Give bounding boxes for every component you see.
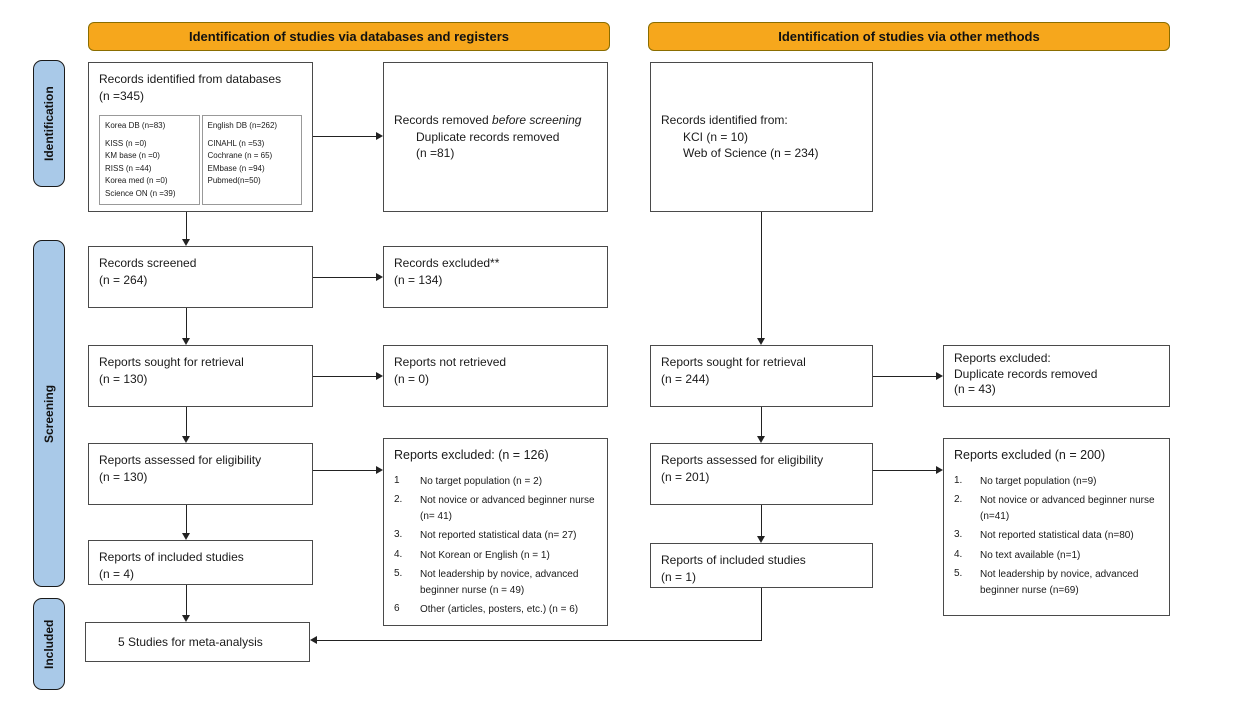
korean-db-title: Korea DB (n=83) xyxy=(105,120,166,130)
arrow-head-right-icon xyxy=(376,273,383,281)
english-db-item: Pubmed(n=50) xyxy=(207,176,261,186)
box-title xyxy=(394,112,597,129)
box-title: Reports excluded (n = 200) xyxy=(954,448,1106,462)
arrow-head-down-icon xyxy=(757,536,765,543)
exclusion-reason xyxy=(394,474,597,490)
box-line: Web of Science (n = 234) xyxy=(683,146,819,161)
arrow-head-down-icon xyxy=(757,436,765,443)
reason-text: Not novice or advanced beginner nurse (n=41) xyxy=(980,495,1155,522)
arrow-head-right-icon xyxy=(936,466,943,474)
arrow-head-down-icon xyxy=(182,615,190,622)
box-count: (n = 43) xyxy=(954,382,996,397)
exclusion-reason xyxy=(394,567,597,598)
stage-label-identification: Identification xyxy=(33,60,65,187)
box-title: Records screened xyxy=(99,256,197,270)
box-records-identified-other xyxy=(650,62,873,212)
korean-db-item: Science ON (n =39) xyxy=(105,188,176,198)
box-line: KCI (n = 10) xyxy=(683,129,749,144)
reason-text: No target population (n=9) xyxy=(980,475,1097,487)
reason-number: 3. xyxy=(954,529,963,540)
arrow-head-right-icon xyxy=(376,132,383,140)
box-title: Reports assessed for eligibility xyxy=(99,453,262,467)
box-records-excluded xyxy=(383,246,608,308)
box-title: 5 Studies for meta-analysis xyxy=(118,634,263,649)
arrow-line xyxy=(761,407,762,436)
box-records-screened xyxy=(88,246,313,308)
box-count: (n = 1) xyxy=(661,569,697,584)
arrow-head-right-icon xyxy=(936,372,943,380)
reason-text: Not leadership by novice, advanced beginner nurse (n=69) xyxy=(980,569,1139,596)
exclusion-reason xyxy=(954,493,1159,524)
reason-number: 6 xyxy=(394,603,400,614)
exclusion-reason xyxy=(954,528,1159,544)
reason-number: 4. xyxy=(954,548,963,560)
arrow-line xyxy=(873,470,936,471)
box-studies-meta-analysis xyxy=(85,622,310,662)
box-title: Reports excluded: (n = 126) xyxy=(394,448,549,462)
box-reports-included-db xyxy=(88,540,313,585)
reason-text: Not reported statistical data (n=80) xyxy=(980,530,1134,541)
arrow-line xyxy=(313,277,376,278)
english-db-item: CINAHL (n =53) xyxy=(207,138,265,148)
box-reports-excluded-eligibility-other xyxy=(943,438,1170,616)
arrow-line xyxy=(186,585,187,615)
reason-number: 1 xyxy=(394,474,400,486)
box-count: (n = 201) xyxy=(661,469,710,484)
stage-label-included: Included xyxy=(33,598,65,690)
title-text: Records removed xyxy=(394,112,493,127)
box-title: Records identified from databases xyxy=(99,72,282,86)
reason-number: 2. xyxy=(394,494,403,505)
box-count: (n = 130) xyxy=(99,371,148,386)
reason-text: Not leadership by novice, advanced beginner nurse (n = 49) xyxy=(420,569,579,596)
arrow-line xyxy=(313,136,376,137)
box-count: (n = 0) xyxy=(394,371,430,386)
box-title: Reports assessed for eligibility xyxy=(661,453,824,467)
reason-number: 5. xyxy=(954,568,963,579)
box-count: (n =81) xyxy=(416,146,455,161)
english-db-title: English DB (n=262) xyxy=(207,120,278,130)
arrow-line xyxy=(186,212,187,239)
english-db-item: EMbase (n =94) xyxy=(207,163,265,173)
exclusion-reason xyxy=(394,528,597,544)
exclusion-reason xyxy=(394,493,597,524)
box-title: Reports of included studies xyxy=(661,553,806,567)
arrow-line xyxy=(313,376,376,377)
box-title: Records excluded** xyxy=(394,256,500,270)
reason-number: 2. xyxy=(954,494,963,505)
reason-text: Not reported statistical data (n= 27) xyxy=(420,530,577,541)
arrow-head-right-icon xyxy=(376,466,383,474)
arrow-head-right-icon xyxy=(376,372,383,380)
arrow-line xyxy=(186,505,187,533)
box-reports-sought-retrieval-other xyxy=(650,345,873,407)
exclusion-reason xyxy=(954,548,1159,564)
reason-text: No target population (n = 2) xyxy=(420,475,543,487)
database-breakdown xyxy=(99,115,302,205)
reason-text: Other (articles, posters, etc.) (n = 6) xyxy=(420,604,579,615)
box-count: (n = 130) xyxy=(99,469,148,484)
arrow-line xyxy=(186,308,187,338)
header-databases-registers: Identification of studies via databases and registers xyxy=(88,22,610,51)
box-line: Duplicate records removed xyxy=(954,366,1098,381)
box-count: (n = 4) xyxy=(99,566,135,581)
exclusion-reason xyxy=(954,474,1159,490)
exclusion-reason xyxy=(394,548,597,564)
reason-number: 5. xyxy=(394,568,403,579)
stage-label-screening: Screening xyxy=(33,240,65,587)
english-db-list xyxy=(202,115,303,205)
arrow-head-down-icon xyxy=(182,533,190,540)
box-title: Reports sought for retrieval xyxy=(99,355,244,369)
exclusion-reason xyxy=(954,567,1159,598)
box-count: (n = 134) xyxy=(394,272,443,287)
reason-text: Not Korean or English (n = 1) xyxy=(420,549,550,561)
box-reports-excluded-duplicates-other xyxy=(943,345,1170,407)
box-reports-assessed-other xyxy=(650,443,873,505)
reason-number: 4. xyxy=(394,548,403,560)
box-reports-not-retrieved xyxy=(383,345,608,407)
arrow-line xyxy=(313,470,376,471)
title-italic: before screening xyxy=(492,112,582,127)
box-title: Reports of included studies xyxy=(99,550,244,564)
arrow-head-down-icon xyxy=(182,239,190,246)
korean-db-item: KISS (n =0) xyxy=(105,138,147,148)
box-count: (n = 264) xyxy=(99,272,148,287)
box-reports-excluded-eligibility-db xyxy=(383,438,608,626)
box-line: Duplicate records removed xyxy=(416,129,560,144)
box-title: Reports excluded: xyxy=(954,351,1051,365)
box-title: Reports not retrieved xyxy=(394,355,507,369)
reason-number: 1. xyxy=(954,474,963,486)
box-title: Records identified from: xyxy=(661,112,788,127)
english-db-item: Cochrane (n = 65) xyxy=(207,151,273,161)
box-reports-assessed-db xyxy=(88,443,313,505)
box-count: (n =345) xyxy=(99,88,145,103)
arrow-line xyxy=(317,640,762,641)
arrow-head-down-icon xyxy=(757,338,765,345)
box-records-identified-databases xyxy=(88,62,313,212)
reason-text: Not novice or advanced beginner nurse (n= 41) xyxy=(420,495,595,522)
korean-db-item: KM base (n =0) xyxy=(105,151,160,161)
box-count: (n = 244) xyxy=(661,371,710,386)
korean-db-item: Korea med (n =0) xyxy=(105,176,168,186)
arrow-head-down-icon xyxy=(182,338,190,345)
box-records-removed-before-screening xyxy=(383,62,608,212)
arrow-line xyxy=(761,588,762,640)
reason-number: 3. xyxy=(394,529,403,540)
arrow-line xyxy=(761,505,762,536)
header-other-methods: Identification of studies via other methods xyxy=(648,22,1170,51)
arrow-line xyxy=(186,407,187,436)
arrow-line xyxy=(761,212,762,338)
arrow-head-left-icon xyxy=(310,636,317,644)
arrow-line xyxy=(873,376,936,377)
box-reports-included-other xyxy=(650,543,873,588)
korean-db-item: RISS (n =44) xyxy=(105,163,152,173)
arrow-head-down-icon xyxy=(182,436,190,443)
box-title: Reports sought for retrieval xyxy=(661,355,806,369)
exclusion-reason xyxy=(394,602,597,618)
reason-text: No text available (n=1) xyxy=(980,549,1081,561)
korean-db-list xyxy=(99,115,200,205)
box-reports-sought-retrieval-db xyxy=(88,345,313,407)
